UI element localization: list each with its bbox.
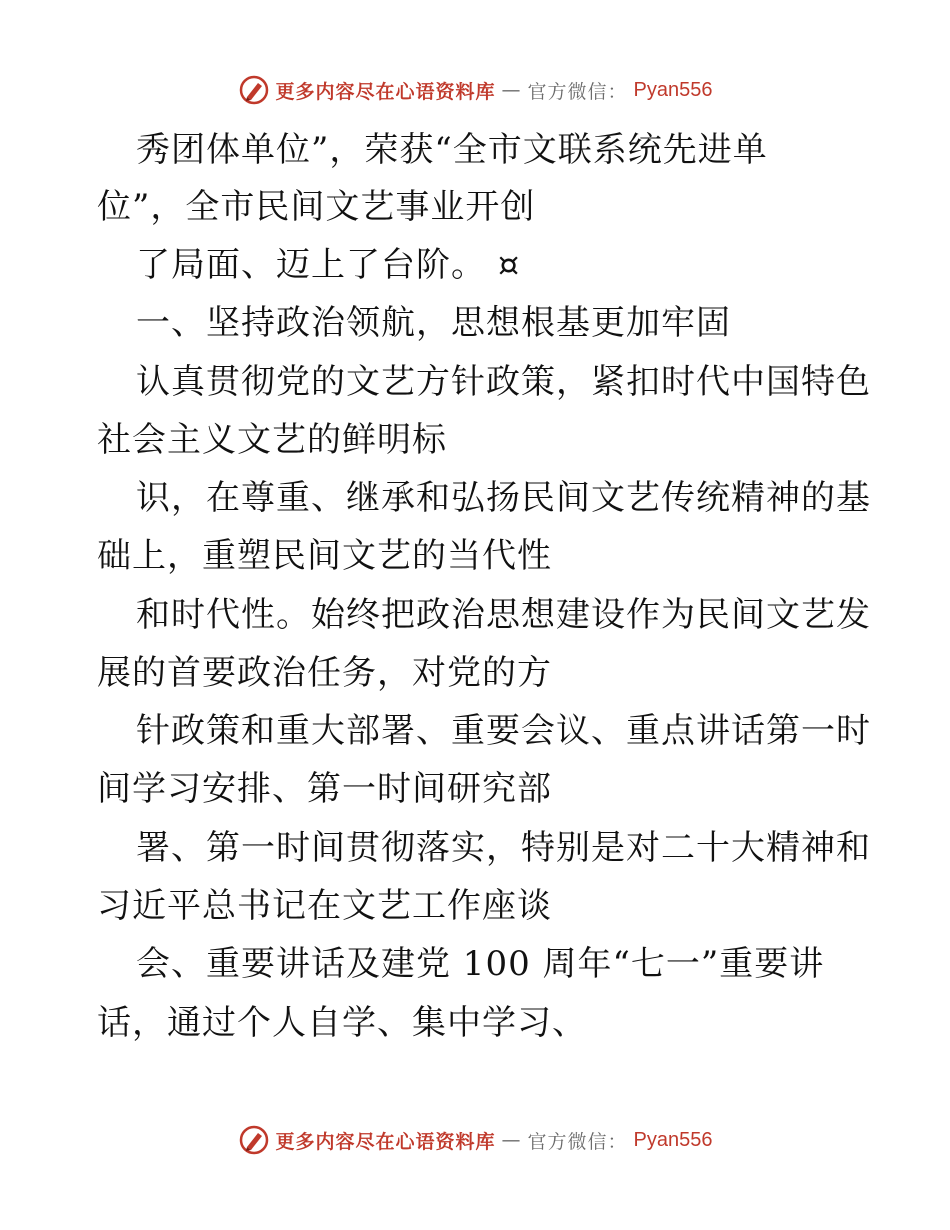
watermark-dash: — [501, 79, 522, 101]
text-line: 话，通过个人自学、集中学习、 [97, 1003, 587, 1043]
pen-logo-icon [238, 74, 270, 106]
text-line: 和时代性。始终把政治思想建设作为民间文艺发 [136, 595, 871, 635]
text-line: 秀团体单位”，荣获“全市文联系统先进单 [136, 130, 768, 170]
text-line: 识，在尊重、继承和弘扬民间文艺传统精神的基 [136, 478, 871, 518]
section-heading: 一、坚持政治领航，思想根基更加牢固 [136, 303, 731, 343]
footer-watermark [0, 1120, 950, 1160]
watermark-account: Pyan556 [633, 1128, 713, 1151]
text-line: 针政策和重大部署、重要会议、重点讲话第一时 [136, 711, 871, 751]
text-line: 署、第一时间贯彻落实，特别是对二十大精神和 [136, 828, 871, 868]
text-line: 展的首要政治任务，对党的方 [97, 653, 552, 693]
text-line: 了局面、迈上了台阶。 ¤ [136, 245, 521, 285]
text-line: 习近平总书记在文艺工作座谈 [97, 886, 552, 926]
watermark-official-label: 官方微信： [527, 1130, 628, 1153]
watermark-main-text: 更多内容尽在心语资料库 [275, 1130, 496, 1153]
text-line: 础上，重塑民间文艺的当代性 [97, 536, 552, 576]
text-line: 会、重要讲话及建党 100 周年“七一”重要讲 [136, 944, 825, 984]
watermark-official-label: 官方微信： [527, 80, 628, 103]
watermark-main-text: 更多内容尽在心语资料库 [275, 80, 496, 103]
text-line: 位”，全市民间文艺事业开创 [97, 187, 536, 227]
pen-logo-icon [238, 1124, 270, 1156]
watermark-dash: — [501, 1129, 522, 1151]
text-line: 间学习安排、第一时间研究部 [97, 769, 552, 809]
text-line: 认真贯彻党的文艺方针政策，紧扣时代中国特色 [136, 362, 871, 402]
header-watermark [0, 70, 950, 110]
watermark-account: Pyan556 [633, 78, 713, 101]
text-line: 社会主义文艺的鲜明标 [97, 420, 447, 460]
